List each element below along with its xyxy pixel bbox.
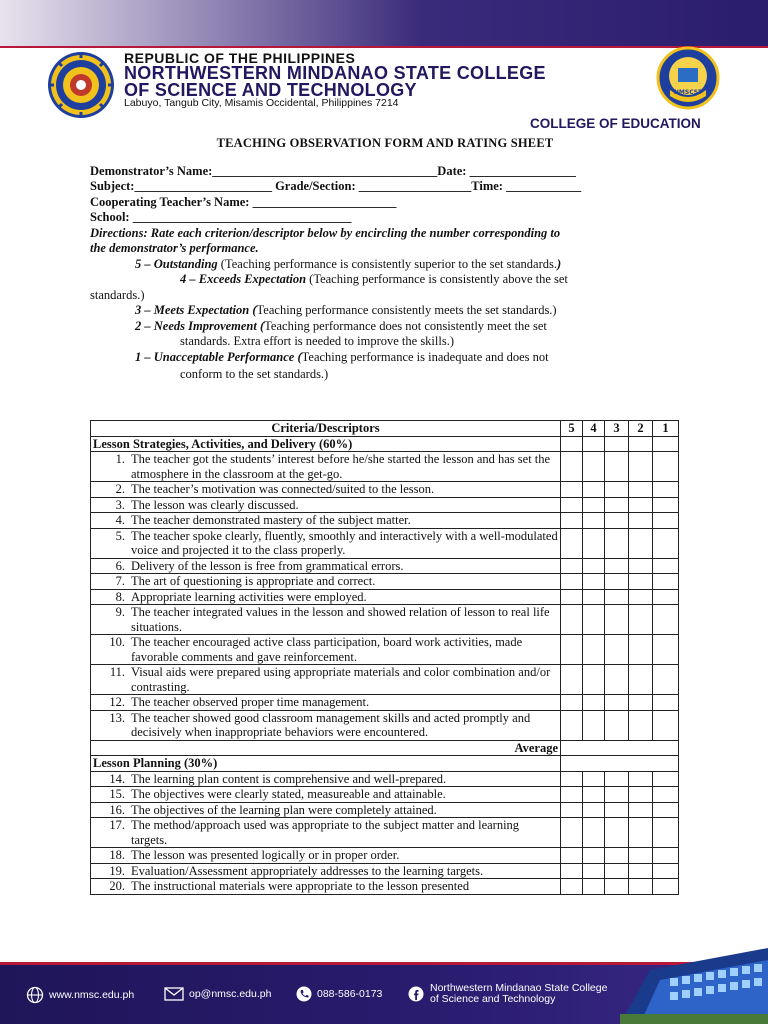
criterion-content	[93, 529, 558, 558]
campus-building-image	[620, 930, 768, 1024]
rating-cell[interactable]	[583, 802, 605, 818]
rating-cell	[583, 436, 605, 452]
rating-cell[interactable]	[583, 665, 605, 695]
criterion-cell	[91, 528, 561, 558]
facebook-icon	[408, 986, 424, 1002]
footer-website[interactable]	[26, 986, 134, 1004]
footer-facebook-text	[430, 983, 607, 1005]
scale-3-paren: (	[249, 303, 257, 317]
rating-cell[interactable]	[583, 497, 605, 513]
rating-cell[interactable]	[653, 513, 679, 529]
scale-5	[90, 257, 680, 273]
criterion-text: The art of questioning is appropriate and correct.	[131, 574, 376, 588]
criterion-content	[93, 772, 558, 787]
criterion-row	[91, 802, 679, 818]
rating-cell[interactable]	[561, 605, 583, 635]
criterion-row	[91, 771, 679, 787]
globe-icon	[26, 986, 44, 1004]
rating-cell[interactable]	[653, 710, 679, 740]
directions-line2: the demonstrator’s performance.	[90, 241, 259, 255]
rating-cell[interactable]	[653, 528, 679, 558]
criterion-text: The objectives were clearly stated, measureable and attainable.	[131, 787, 446, 801]
phone-icon	[296, 986, 312, 1002]
scale-4-label: 4 – Exceeds Expectation	[180, 272, 307, 286]
criterion-cell	[91, 635, 561, 665]
criterion-cell	[91, 605, 561, 635]
criterion-row	[91, 513, 679, 529]
table-header-row	[91, 421, 679, 437]
footer-phone[interactable]	[296, 986, 382, 1002]
criterion-number: 13.	[109, 710, 125, 725]
rating-cell[interactable]	[629, 863, 653, 879]
scale-5-desc: (Teaching performance is consistently superior to the set standards.	[217, 256, 557, 271]
rating-header-2: 2	[629, 421, 653, 437]
scale-2-label: 2 – Needs Improvement	[135, 318, 257, 333]
rating-table	[90, 420, 679, 895]
scale-5-label: 5 – Outstanding	[135, 256, 218, 271]
criterion-number: 16.	[109, 802, 125, 817]
school-line: School: ___________________________________	[90, 210, 352, 224]
rating-cell[interactable]	[605, 635, 629, 665]
rating-cell[interactable]	[561, 513, 583, 529]
rating-cell[interactable]	[605, 482, 629, 498]
average-value-cell[interactable]	[561, 740, 679, 756]
criterion-content	[93, 574, 558, 589]
criterion-text: The teacher’s motivation was connected/suited to the lesson.	[131, 482, 435, 496]
rating-cell[interactable]	[561, 848, 583, 864]
rating-cell[interactable]	[583, 787, 605, 803]
criterion-row	[91, 452, 679, 482]
criterion-row	[91, 635, 679, 665]
rating-cell[interactable]	[583, 605, 605, 635]
directions-line1: Directions: Rate each criterion/descriptor below by encircling the number corresponding to	[90, 225, 561, 240]
criterion-text: The teacher got the students’ interest before he/she started the lesson and has set the atmosphere in the classroom at the get-go.	[131, 452, 551, 481]
college-name-line1: NORTHWESTERN MINDANAO STATE COLLEGE	[124, 63, 546, 83]
criterion-content	[93, 864, 558, 879]
criterion-text: The learning plan content is comprehensive and well-prepared.	[131, 771, 447, 786]
scale-2-desc: Teaching performance does not consistently meet the set	[264, 318, 547, 333]
criterion-content	[93, 803, 558, 818]
criterion-row	[91, 695, 679, 711]
footer-website-text: www.nmsc.edu.ph	[49, 989, 135, 1001]
rating-cell[interactable]	[561, 482, 583, 498]
section-blank-cell	[561, 756, 679, 772]
rating-cell[interactable]	[583, 879, 605, 895]
criterion-row	[91, 589, 679, 605]
criterion-cell	[91, 452, 561, 482]
criterion-number: 19.	[109, 863, 125, 878]
envelope-icon	[164, 986, 184, 1002]
scale-1-desc: Teaching performance is inadequate and does not	[301, 349, 549, 364]
criterion-text: Appropriate learning activities were employed.	[131, 589, 367, 604]
rating-cell[interactable]	[629, 497, 653, 513]
footer-facebook[interactable]	[408, 983, 607, 1005]
rating-cell[interactable]	[605, 497, 629, 513]
criterion-row	[91, 710, 679, 740]
criterion-content	[93, 848, 558, 863]
scale-4-cont: standards.)	[90, 287, 145, 302]
criterion-row	[91, 863, 679, 879]
rating-cell[interactable]	[629, 710, 653, 740]
criterion-cell	[91, 513, 561, 529]
college-name-line2: OF SCIENCE AND TECHNOLOGY	[124, 80, 417, 100]
rating-cell[interactable]	[583, 482, 605, 498]
scale-2-paren: (	[256, 318, 265, 333]
rating-cell[interactable]	[605, 528, 629, 558]
rating-cell[interactable]	[561, 787, 583, 803]
criterion-cell	[91, 558, 561, 574]
college-of-education-seal-logo	[656, 46, 720, 110]
criteria-header: Criteria/Descriptors	[91, 421, 561, 437]
rating-cell[interactable]	[561, 771, 583, 787]
footer-email-text: op@nmsc.edu.ph	[189, 988, 272, 1000]
rating-cell[interactable]	[605, 665, 629, 695]
department-heading: COLLEGE OF EDUCATION	[530, 116, 701, 131]
rating-cell[interactable]	[561, 695, 583, 711]
rating-cell[interactable]	[629, 771, 653, 787]
rating-cell[interactable]	[583, 848, 605, 864]
footer-phone-text: 088-586-0173	[317, 988, 383, 1000]
rating-cell[interactable]	[629, 452, 653, 482]
criterion-number: 20.	[109, 879, 125, 893]
criterion-cell	[91, 589, 561, 605]
rating-cell[interactable]	[629, 589, 653, 605]
criterion-number: 7.	[115, 574, 125, 588]
scale-2	[90, 319, 680, 335]
college-seal-logo	[46, 50, 116, 120]
criterion-content	[93, 590, 558, 605]
rating-cell[interactable]	[561, 558, 583, 574]
rating-header-1: 1	[653, 421, 679, 437]
form-header	[90, 134, 680, 383]
criterion-text: The method/approach used was appropriate to the subject matter and learning targets.	[131, 818, 520, 847]
rating-cell	[629, 436, 653, 452]
criterion-number: 9.	[115, 605, 125, 619]
criterion-number: 5.	[115, 528, 125, 543]
criterion-content	[93, 482, 558, 497]
rating-cell[interactable]	[605, 787, 629, 803]
criterion-number: 4.	[115, 513, 125, 527]
criterion-content	[93, 665, 558, 694]
form-title: TEACHING OBSERVATION FORM AND RATING SHEET	[216, 136, 554, 150]
rating-cell[interactable]	[629, 665, 653, 695]
rating-cell[interactable]	[583, 558, 605, 574]
scale-1-label: 1 – Unacceptable Performance	[135, 349, 295, 364]
average-label: Average	[91, 740, 561, 756]
section-row	[91, 756, 679, 772]
footer-facebook-line1: Northwestern Mindanao State College	[430, 982, 608, 994]
criterion-text: The objectives of the learning plan were completely attained.	[131, 802, 437, 817]
criterion-cell	[91, 574, 561, 590]
rating-cell[interactable]	[629, 802, 653, 818]
scale-1-cont: conform to the set standards.)	[180, 367, 329, 381]
rating-cell[interactable]	[583, 818, 605, 848]
rating-cell	[653, 436, 679, 452]
footer-facebook-line2: of Science and Technology	[430, 993, 556, 1005]
rating-cell[interactable]	[605, 513, 629, 529]
criterion-number: 3.	[115, 497, 125, 512]
rating-cell[interactable]	[629, 558, 653, 574]
rating-cell[interactable]	[653, 665, 679, 695]
rating-table-body	[91, 436, 679, 894]
rating-cell[interactable]	[653, 635, 679, 665]
criterion-text: Evaluation/Assessment appropriately addresses to the learning targets.	[131, 863, 484, 878]
criterion-number: 12.	[109, 695, 125, 709]
rating-cell[interactable]	[561, 635, 583, 665]
criterion-number: 6.	[115, 558, 125, 573]
rating-cell[interactable]	[653, 558, 679, 574]
scale-4-desc: (Teaching performance is consistently above the set	[306, 272, 568, 286]
criterion-cell	[91, 848, 561, 864]
rating-cell[interactable]	[561, 710, 583, 740]
rating-cell[interactable]	[561, 497, 583, 513]
rating-cell[interactable]	[653, 802, 679, 818]
rating-cell[interactable]	[653, 452, 679, 482]
criterion-text: The teacher integrated values in the lesson and showed relation of lesson to real life situations.	[131, 605, 550, 634]
rating-cell[interactable]	[583, 635, 605, 665]
footer-email[interactable]	[164, 986, 271, 1002]
criterion-row	[91, 605, 679, 635]
scale-5-end: )	[556, 256, 562, 271]
rating-cell	[561, 436, 583, 452]
rating-cell[interactable]	[561, 863, 583, 879]
criterion-row	[91, 665, 679, 695]
rating-cell[interactable]	[653, 695, 679, 711]
criterion-text: Visual aids were prepared using appropriate materials and color combination and/or contrasting.	[131, 665, 551, 694]
criterion-row	[91, 879, 679, 895]
criterion-number: 2.	[115, 482, 125, 496]
criterion-number: 1.	[115, 452, 125, 466]
criterion-content	[93, 559, 558, 574]
criterion-content	[93, 513, 558, 528]
rating-cell[interactable]	[583, 589, 605, 605]
rating-cell[interactable]	[653, 848, 679, 864]
criterion-number: 8.	[115, 589, 125, 604]
rating-cell[interactable]	[605, 710, 629, 740]
subject-grade-time-line: Subject:______________________ Grade/Section: __________________Time: ____________	[90, 179, 582, 193]
criterion-number: 15.	[109, 787, 125, 801]
criterion-text: The teacher showed good classroom management skills and acted promptly and decisively when inappropriate behaviors were encountered.	[131, 710, 531, 739]
rating-cell[interactable]	[605, 818, 629, 848]
college-address: Labuyo, Tangub City, Misamis Occidental, Philippines 7214	[124, 97, 399, 109]
scale-3	[90, 303, 680, 319]
criterion-content	[93, 787, 558, 802]
scale-2-cont: standards. Extra effort is needed to improve the skills.)	[180, 334, 455, 348]
rating-cell[interactable]	[605, 802, 629, 818]
scale-4	[90, 272, 680, 288]
rating-cell[interactable]	[605, 589, 629, 605]
rating-cell[interactable]	[629, 848, 653, 864]
criterion-row	[91, 528, 679, 558]
rating-cell[interactable]	[653, 787, 679, 803]
criterion-number: 11.	[109, 665, 125, 679]
rating-cell[interactable]	[561, 665, 583, 695]
rating-cell[interactable]	[605, 863, 629, 879]
criterion-text: The lesson was presented logically or in proper order.	[131, 848, 400, 862]
rating-cell[interactable]	[653, 497, 679, 513]
rating-cell[interactable]	[583, 771, 605, 787]
demonstrator-date-line: Demonstrator’s Name:____________________________________Date: _________________	[90, 163, 576, 178]
criterion-number: 17.	[109, 818, 125, 832]
criterion-text: Delivery of the lesson is free from grammatical errors.	[131, 558, 404, 573]
rating-cell[interactable]	[583, 452, 605, 482]
criterion-content	[93, 605, 558, 634]
criterion-text: The teacher observed proper time management.	[131, 695, 370, 709]
rating-cell[interactable]	[653, 879, 679, 895]
rating-cell[interactable]	[605, 605, 629, 635]
criterion-content	[93, 818, 558, 847]
rating-header-3: 3	[605, 421, 629, 437]
criterion-cell	[91, 695, 561, 711]
rating-cell[interactable]	[629, 528, 653, 558]
criterion-cell	[91, 879, 561, 895]
rating-cell[interactable]	[653, 818, 679, 848]
rating-cell[interactable]	[605, 848, 629, 864]
section-title: Lesson Strategies, Activities, and Delivery (60%)	[91, 436, 561, 452]
criterion-text: The lesson was clearly discussed.	[131, 497, 299, 512]
rating-cell[interactable]	[629, 574, 653, 590]
rating-cell[interactable]	[605, 452, 629, 482]
criterion-cell	[91, 771, 561, 787]
rating-header-4: 4	[583, 421, 605, 437]
criterion-row	[91, 497, 679, 513]
rating-cell[interactable]	[629, 695, 653, 711]
rating-cell[interactable]	[583, 574, 605, 590]
criterion-cell	[91, 787, 561, 803]
section-title: Lesson Planning (30%)	[91, 756, 561, 772]
criterion-cell	[91, 802, 561, 818]
rating-cell[interactable]	[561, 802, 583, 818]
criterion-number: 18.	[109, 848, 125, 862]
section-row	[91, 436, 679, 452]
rating-cell[interactable]	[629, 879, 653, 895]
rating-cell[interactable]	[561, 452, 583, 482]
criterion-row	[91, 574, 679, 590]
criterion-text: The teacher encouraged active class participation, board work activities, made favorable comments and gave reinforcement.	[131, 635, 523, 664]
rating-cell[interactable]	[629, 818, 653, 848]
rating-cell[interactable]	[583, 513, 605, 529]
rating-cell[interactable]	[605, 771, 629, 787]
rating-header-5: 5	[561, 421, 583, 437]
scale-3-desc: Teaching performance consistently meets the set standards.)	[256, 303, 557, 317]
republic-heading: REPUBLIC OF THE PHILIPPINES	[124, 50, 356, 66]
criterion-cell	[91, 497, 561, 513]
rating-cell[interactable]	[605, 558, 629, 574]
scale-1	[90, 350, 680, 366]
rating-cell[interactable]	[561, 589, 583, 605]
criterion-cell	[91, 863, 561, 879]
criterion-row	[91, 848, 679, 864]
criterion-content	[93, 879, 558, 894]
cooperating-teacher-line: Cooperating Teacher’s Name: _______________________	[90, 194, 397, 209]
rating-cell[interactable]	[583, 863, 605, 879]
criterion-text: The teacher spoke clearly, fluently, smoothly and interactively with a well-modulated voice and projected it to the class properly.	[131, 528, 558, 557]
rating-cell[interactable]	[561, 528, 583, 558]
criterion-cell	[91, 482, 561, 498]
rating-cell[interactable]	[629, 605, 653, 635]
criterion-number: 14.	[109, 771, 125, 786]
criterion-text: The teacher demonstrated mastery of the subject matter.	[131, 513, 411, 527]
criterion-row	[91, 558, 679, 574]
seal-text: NMSCST	[673, 89, 703, 96]
scale-3-label: 3 – Meets Expectation	[135, 303, 250, 317]
criterion-content	[93, 498, 558, 513]
criterion-content	[93, 695, 558, 710]
rating-cell	[605, 436, 629, 452]
rating-cell[interactable]	[583, 710, 605, 740]
rating-cell[interactable]	[653, 605, 679, 635]
rating-cell[interactable]	[605, 879, 629, 895]
rating-cell[interactable]	[629, 482, 653, 498]
average-row	[91, 740, 679, 756]
rating-cell[interactable]	[561, 818, 583, 848]
rating-cell[interactable]	[583, 695, 605, 711]
top-banner-rule	[0, 46, 768, 48]
rating-cell[interactable]	[629, 787, 653, 803]
criterion-cell	[91, 665, 561, 695]
criterion-content	[93, 635, 558, 664]
rating-cell[interactable]	[561, 574, 583, 590]
rating-cell[interactable]	[653, 863, 679, 879]
criterion-content	[93, 711, 558, 740]
criterion-text: The instructional materials were appropriate to the lesson presented	[131, 879, 470, 893]
criterion-cell	[91, 818, 561, 848]
rating-cell[interactable]	[629, 635, 653, 665]
rating-cell[interactable]	[653, 589, 679, 605]
top-banner	[0, 0, 768, 46]
rating-cell[interactable]	[605, 695, 629, 711]
rating-cell[interactable]	[561, 879, 583, 895]
criterion-row	[91, 818, 679, 848]
scale-1-paren: (	[294, 349, 302, 364]
criterion-number: 10.	[109, 635, 125, 649]
criterion-row	[91, 482, 679, 498]
rating-cell[interactable]	[583, 528, 605, 558]
rating-cell[interactable]	[629, 513, 653, 529]
rating-cell[interactable]	[653, 482, 679, 498]
rating-cell[interactable]	[653, 771, 679, 787]
criterion-content	[93, 452, 558, 481]
rating-cell[interactable]	[605, 574, 629, 590]
rating-cell[interactable]	[653, 574, 679, 590]
criterion-row	[91, 787, 679, 803]
criterion-cell	[91, 710, 561, 740]
